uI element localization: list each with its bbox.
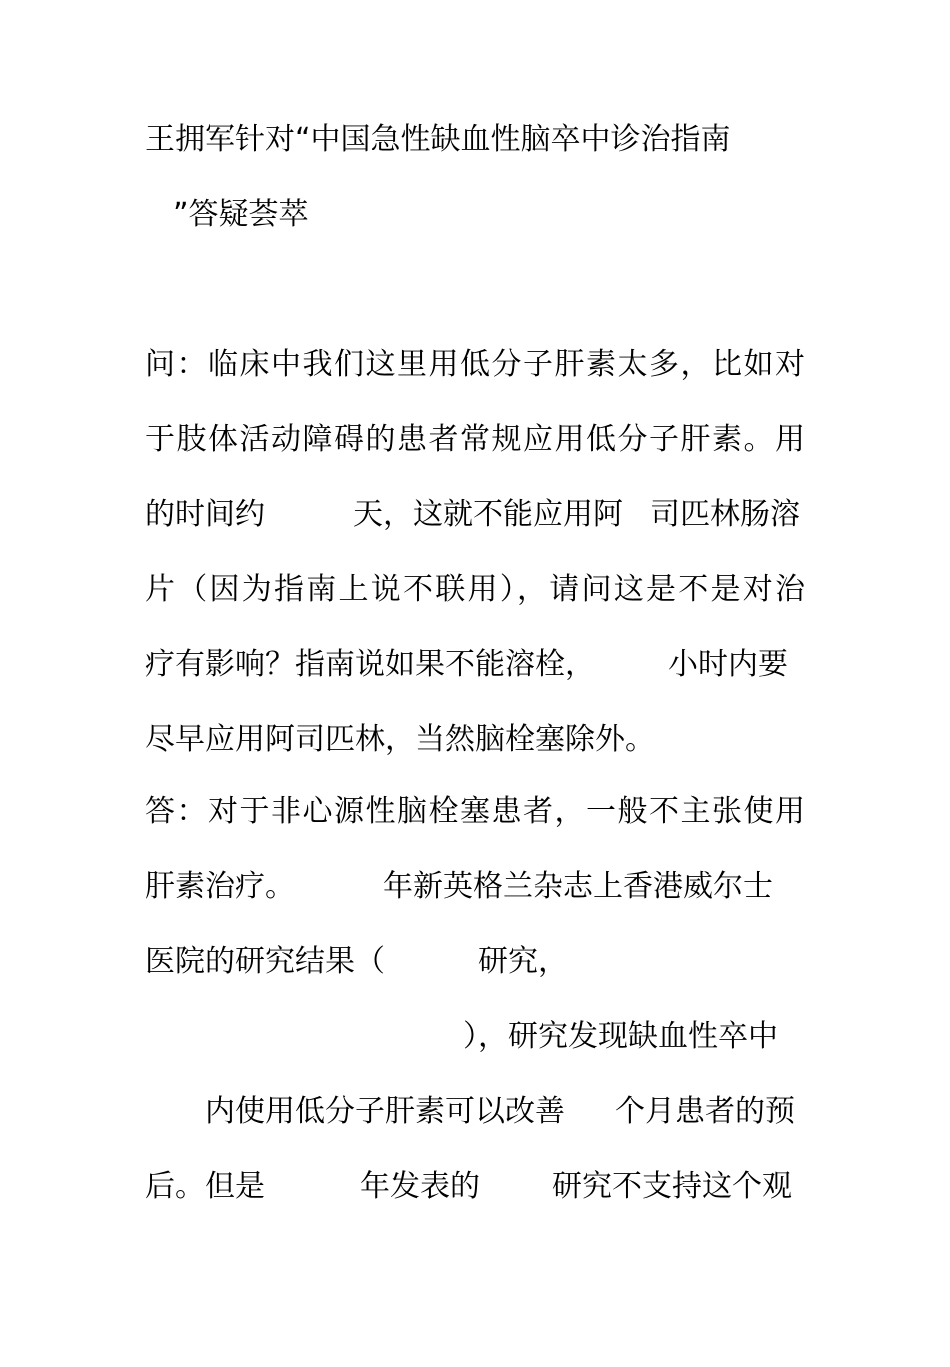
question-line-3 [145,495,805,535]
question-line-1 [145,345,805,385]
question-text: 尽早应用阿司匹林，当然脑栓塞除外。 [145,722,655,757]
question-text-segment: 小时内要 [668,647,788,682]
question-line-2 [145,420,805,460]
answer-text-segment: 年新英格兰杂志上香港威尔士 [383,869,773,904]
answer-text-segment: 个月患者的预 [615,1094,795,1129]
title-text-2: ”答疑荟萃 [173,197,309,232]
question-line-6 [145,720,805,760]
question-text-segment: 司匹林肠溶 [650,497,800,532]
answer-text-segment: 研究， [478,944,568,979]
answer-text-segment: 肝素治疗。 [145,869,295,904]
document-title-line-1 [145,120,805,160]
answer-line-1 [145,792,805,832]
question-text: 问：临床中我们这里用低分子肝素太多，比如对 [145,347,805,382]
question-text: 于肢体活动障碍的患者常规应用低分子肝素。用 [145,422,805,457]
answer-line-2 [145,867,805,907]
question-text-segment: 的时间约 [145,497,265,532]
answer-text-segment: 后。但是 [145,1169,265,1204]
title-text-1: 王拥军针对“中国急性缺血性脑卒中诊治指南 [145,122,731,157]
question-line-4 [145,570,805,610]
answer-text-segment: 研究不支持这个观 [552,1169,792,1204]
answer-line-5 [145,1092,805,1132]
question-text-segment: 天，这就不能应用阿 [353,497,623,532]
question-text: 片（因为指南上说不联用），请问这是不是对治 [145,572,805,607]
answer-text-segment: 医院的研究结果（ [145,944,385,979]
question-line-5 [145,645,805,685]
question-text-segment: 疗有影响？指南说如果不能溶栓， [145,647,595,682]
document-title-line-2 [145,195,805,235]
answer-line-4 [145,1017,805,1057]
answer-text-segment: 内使用低分子肝素可以改善 [205,1094,565,1129]
answer-text: ），研究发现缺血性卒中 [463,1019,778,1054]
answer-text: 答：对于非心源性脑栓塞患者，一般不主张使用 [145,794,805,829]
answer-line-6 [145,1167,805,1207]
answer-line-3 [145,942,805,982]
answer-text-segment: 年发表的 [360,1169,480,1204]
